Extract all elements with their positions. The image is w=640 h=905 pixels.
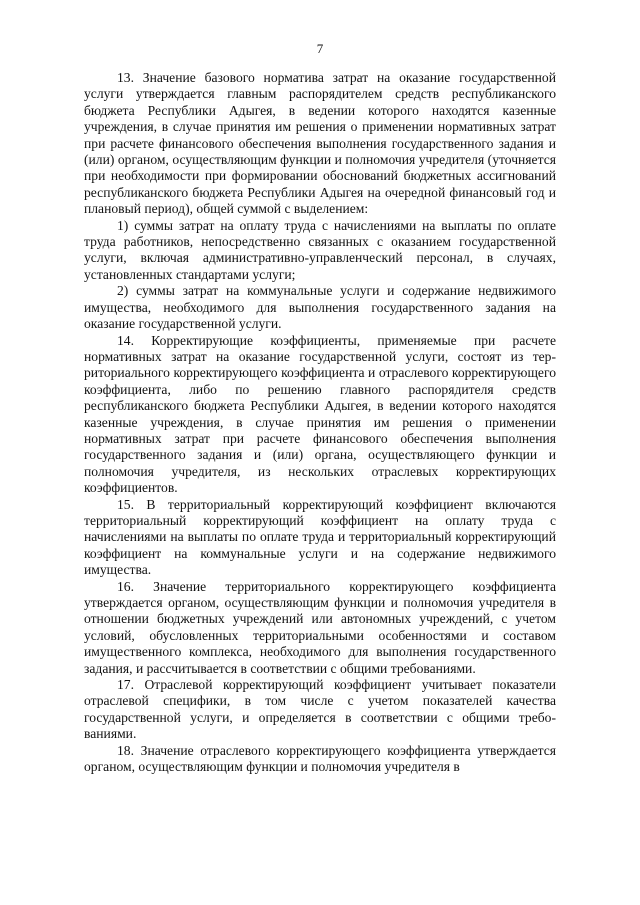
paragraph-14: 14. Корректирующие коэффициенты, применяемые при расчете нормативных затрат на оказание государственной услуги, состоят из территориального корректирующего коэффициента и отраслевого корректирующего коэффициента, либо по решению главного распорядителя средств республиканского бюджета Республики Адыгея, в ведении которого находятся казенные учреждения, в случае принятия им решения о применении нормативных затрат при расчете финансового обеспечения выполнения государственного задания и (или) органа, осуществляющего функции и полномочия учредителя, из нескольких отраслевых корректирующих коэффициентов. bbox=[84, 332, 556, 496]
paragraph-18: 18. Значение отраслевого корректирующего коэффициента утверждается органом, осуществляющим функции и полномочия учредителя в bbox=[84, 742, 556, 775]
document-body bbox=[84, 70, 556, 775]
page-number: 7 bbox=[316, 41, 324, 56]
paragraph-13-item-2: 2) суммы затрат на коммунальные услуги и содержание недвижимого имущества, необходимого для выполнения государственного задания на оказание государственной услуги. bbox=[84, 283, 556, 332]
paragraph-15: 15. В территориальный корректирующий коэффициент включаются территориальный корректирующий коэффициент на оплату труда с начислениями на выплаты по оплате труда и территориальный корректирующий коэффициент на коммунальные услуги и на содержание недвижимого имущества. bbox=[84, 496, 556, 578]
paragraph-13: 13. Значение базового норматива затрат на оказание государственной услуги утверждается главным распорядителем средств республиканского бюджета Республики Адыгея, в ведении которого находятся казенные учреждения, в случае принятия им решения о применении нормативных затрат при расчете финансового обеспечения выполнения государственного задания и (или) органом, осуществляющим функции и полномочия учредителя (уточняется при необходимости при формировании обоснований бюджетных ассигнований республиканского бюджета Республики Адыгея на очередной финансовый год и плановый период), общей суммой с выделением: bbox=[84, 70, 556, 217]
paragraph-17: 17. Отраслевой корректирующий коэффициент учитывает показатели отраслевой специфики, в том числе с учетом показателей качества государственной услуги, и определяется в соответствии с общими требованиями. bbox=[84, 677, 556, 742]
paragraph-13-item-1: 1) суммы затрат на оплату труда с начислениями на выплаты по оплате труда работников, непосредственно связанных с оказанием государственной услуги, включая административно-управленческий персонал, в случаях, установленных стандартами услуги; bbox=[84, 217, 556, 282]
paragraph-16: 16. Значение территориального корректирующего коэффициента утверждается органом, осуществляющим функции и полномочия учредителя в отношении бюджетных учреждений или автономных учреждений, с учетом условий, обусловленных территориальными особенностями и составом имущественного комплекса, необходимого для выполнения государственного задания, и рассчитывается в соответствии с общими требованиями. bbox=[84, 578, 556, 676]
